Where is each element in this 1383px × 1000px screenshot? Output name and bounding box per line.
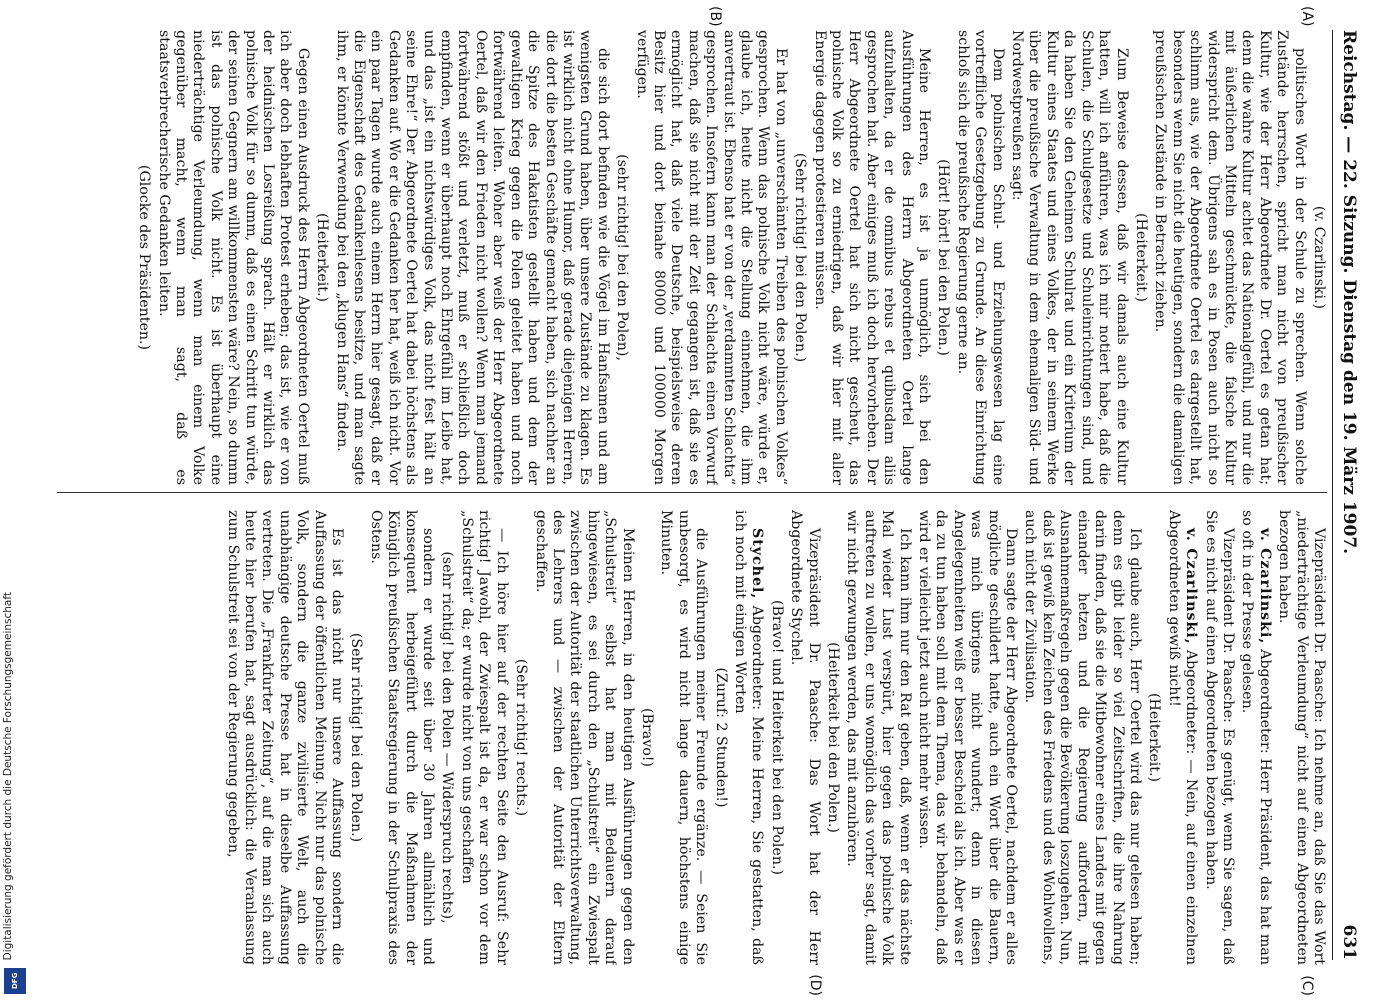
speaker-name: Stychel, <box>749 528 766 600</box>
stage-direction: (Heiterkeit.) <box>1132 213 1149 302</box>
left-column <box>57 30 1327 485</box>
speaker-text: Abgeordneter: Herr Präsident, das hat man so oft in der Presse gelesen. <box>1239 510 1273 965</box>
stage-direction: (Bravo! und Heiterkeit bei den Polen.) <box>768 599 785 876</box>
body-paragraph: Er hat von „unverschämten Treiben des polnischen Volkes“ gesprochen. Wenn das polnische Volk nicht wäre, würde er, glaube ich, heute nicht die Stellung einnehmen, die ihm anvertraut ist. Ebenso hat er von der „verdammten Schlachta“ gesprochen. Insofern kann man der Schlachta einen Vorwurf machen, daß sie nicht mit der Zeit gegangen ist, daß sie es ermöglicht hat, daß viele Deutsche, beispielsweise deren Besitz hier und dort beinahe 80000 und 100000 Morgen verfügen. <box>633 30 789 485</box>
column-divider <box>57 492 1327 493</box>
body-paragraph: Ich kann ihm nur den Rat geben, daß, wenn er das nächste Mal wieder Lust verspürt, hier gegen das polnische Volk auftreten zu wollen, er uns womöglich das vorher sagt, damit wir nicht gezwungen werden, das mit anzuhören. <box>844 510 913 965</box>
body-paragraph: Meinen Herren, in den heutigen Ausführungen gegen den „Schulstreit“ selbst hat man mit Bedauern darauf hingewiesen, es sei durch den „Schulstreit“ ein Zwiespalt zwischen der Autorität der staatlichen Unterrichtsverwaltung, des Lehrers und — zwischen der Autorität der Eltern geschaffen. <box>532 510 636 965</box>
stage-direction: (Sehr richtig! bei den Polen.) <box>348 632 365 843</box>
body-paragraph: — Ich höre hier auf der rechten Seite den Ausruf: Sehr richtig! Jawohl, der Zwiespalt ist da, er war schon vor dem „Schulstreit“ da; er wurde nicht von uns geschaffen <box>458 510 510 965</box>
margin-marker-d: (D) <box>807 974 823 996</box>
stage-direction: (sehr richtig! bei den Polen), <box>614 154 631 361</box>
stage-direction: (Sehr richtig! bei den Polen.) <box>792 152 809 363</box>
body-paragraph: die Ausführungen meiner Freunde ergänze. — Seien Sie unbesorgt, es wird nicht lange dauern, höchstens einige Minuten. <box>658 510 710 965</box>
stage-direction: (Sehr richtig! rechts.) <box>513 658 530 817</box>
speaker-text: Abgeordneter: Meine Herren, Sie gestatten, daß ich noch mit einigen Worten <box>732 510 766 965</box>
stage-direction: (sehr richtig! bei den Polen — Widerspruch rechts), <box>439 551 456 924</box>
body-paragraph: Meine Herren, es ist ja unmöglich, sich bei den Ausführungen des Herrn Abgeordneten Oertel lange aufzuhalten, da er de omnibus rebus et quibusdam aliis gesprochen hat. Aber einiges muß ich doch hervorheben. Der Herr Abgeordnete Oertel hat sich nicht gescheut, das polnische Volk so zu erniedrigen, daß wir hier mit aller Energie dagegen protestieren müssen. <box>811 30 933 485</box>
body-paragraph: Es ist das nicht nur unsere Auffassung sondern die Auffassung der öffentlichen Meinung. Nicht nur das polnische Volk, sondern die ganze zivilisierte Welt, auch die unabhängige deutsche Presse hat in dieselbe Auffassung vertreten. Die „Frankfurter Zeitung“, auf die man sich auch heute hier berufen hat, sagt ausdrücklich: die Veranlassung zum Schulstreit sei von der Regierung gegeben, <box>224 510 346 965</box>
body-paragraph: Vizepräsident Dr. Paasche: Das Wort hat der Herr Abgeordnete Stychel. <box>788 510 822 965</box>
margin-marker-b: (B) <box>707 6 723 27</box>
body-paragraph: sondern er wurde seit über 30 Jahren allmählich und konsequent herbeigeführt durch die Maßnahmen der Königlich preußischen Staatsregierung in der Schulpraxis des Ostens. <box>367 510 437 965</box>
right-column <box>57 510 1327 965</box>
body-paragraph: Ich glaube auch, Herr Oertel wird das nur gelesen haben; denn es gibt leider so viel Zeitschriften, die ihre Nahrung darin finden, daß sie die Mitbewohner eines Landes mit gegen einander hetzen und die Regierung auffordern, mit Ausnahmemaßregeln gegen die Bevölkerung loszugehen. Nun, daß ist gewiß kein Zeichen des Friedens und des Wohlwollens, auch nicht der Zivilisation. <box>1022 510 1143 965</box>
body-paragraph: politisches Wort in der Schule zu sprechen. Wenn solche Zustände herrschen, spricht man nicht von preußischer Kultur, wie der Herr Abgeordnete Dr. Oertel es getan hat; denn die wahre Kultur achtet das Nationalgefühl, und nur die mit äußerlichen Mitteln geschmückte, die falsche Kultur widerspricht dem. Übrigens sah es in Posen auch nicht so schlimm aus, wie der Abgeordnete Oertel es dargestellt hat, besonders wenn Sie nicht die heutigen, sondern die damaligen preußischen Zustände in Betracht ziehen. <box>1152 30 1308 485</box>
stage-direction: (Hört! hört! bei den Polen.) <box>935 159 952 356</box>
stage-direction: (Bravo!) <box>638 708 655 767</box>
stage-direction: (Heiterkeit.) <box>314 213 331 302</box>
margin-marker-c: (C) <box>1299 975 1315 996</box>
body-paragraph: die sich dort befinden wie die Vögel im Hanfsamen und am wenigsten Grund haben, über unsere Zustände zu klagen. Es ist wirklich nicht ohne Humor, daß gerade diejenigen Herren, die dort die besten Geschäfte gemacht haben, sich nachher an die Spitze des Hakatisten gestellt haben und dem der gewaltigen Krieg gegen die Polen geleitet haben und noch fortwährend leiten. Woher aber weiß der Herr Abgeordnete Oertel, daß wir den Frieden nicht wollen? Wenn man jemand fortwährend stößt und verletzt, muß er schließlich doch empfinden, wenn er überhaupt noch Ehrgefühl im Leibe hat, und das „ist ein nichtswürdiges Volk, das nicht fest hält an seine Ehre!“ Der Abgeordnete Oertel hat dabei höchstens als Gedanken auf. Wo er die Gedanken her hat, weiß ich nicht. Vor ein paar Tagen wurde auch einem Herrn hier gesagt, daß er die Eigenschaft des Gedankenlesens besitze, und man sagte ihm, er könnte Verwendung bei den „klugen Hans“ finden. <box>333 30 611 485</box>
stage-direction: (Heiterkeit bei den Polen.) <box>825 642 842 833</box>
dfg-credit-text: Digitalisierung gefördert durch die Deutsche Forschungsgemeinschaft <box>2 591 14 960</box>
stage-direction: (Glocke des Präsidenten.) <box>136 164 153 351</box>
stage-direction: (Zuruf: 2 Stunden!) <box>712 667 729 808</box>
body-paragraph: Dann sagte der Herr Abgeordnete Oertel, nachdem er alles mögliche geschildert hatte, auch ein Wort über die Bauern, was mich übrigens nicht wundert; denn in diesen Angelegenheiten weiß er besser Bescheid als ich. Aber was er da zu tun haben soll mit dem Thema, das wir behandeln, daß wird er vielleicht jetzt auch nicht mehr wissen. <box>916 510 1020 965</box>
digitization-sidebar <box>0 0 40 1000</box>
page-number: 631 <box>1339 924 1359 960</box>
margin-marker-a: (A) <box>1299 6 1315 27</box>
speaker-name: v. Czarlinski, <box>1256 528 1273 645</box>
running-title: Reichstag. — 22. Sitzung. Dienstag den 19. März 1907. <box>1339 30 1359 555</box>
body-paragraph: Zum Beweise dessen, daß wir damals auch eine Kultur hatten, will ich anführen, was ich mir notiert habe, daß die Schulen, die Schulgesetze und Schuleinrichtungen sind, und da haben Sie den Geheimen Schulrat und ein Kriterium der Kultur eines Staates und eines Volkes, der in seinem Werke über die preußische Verwaltung in dem ehemaligen Süd- und Nordwestpreußen sagt: <box>1009 30 1130 485</box>
dfg-logo: DFG <box>4 968 26 994</box>
speaker-text: Abgeordneter: — Nein, auf einen einzelnen Abgeordneten gewiß nicht! <box>1165 510 1200 965</box>
stage-direction: (Heiterkeit.) <box>1146 693 1163 782</box>
body-paragraph: Vizepräsident Dr. Paasche: Es genügt, wenn Sie sagen, daß Sie es nicht auf einen Abgeordneten bezogen haben. <box>1202 510 1236 965</box>
scanned-page <box>40 0 1383 1000</box>
body-paragraph: Vizepräsident Dr. Paasche: Ich nehme an, daß Sie das Wort „niederträchtige Verleumdung“ nicht auf einen Abgeordneten bezogen haben. <box>1276 510 1327 965</box>
page-header <box>1332 30 1365 960</box>
stage-direction: (v. Czarlinski.) <box>1311 205 1327 310</box>
body-paragraph: Dem polnischen Schul- und Erziehungswesen lag eine vortreffliche Gesetzgebung zu Grunde. An diese Einrichtung schloß sich die preußische Regierung gerne an. <box>954 30 1006 485</box>
speaker-name: v. Czarlinski, <box>1183 528 1200 645</box>
speaker-paragraph <box>1164 510 1199 965</box>
speaker-paragraph <box>1238 510 1273 965</box>
speaker-paragraph <box>731 510 766 965</box>
body-paragraph: Gegen einen Ausdruck des Herrn Abgeordneten Oertel muß ich aber doch lebhaften Protest erheben; das ist, wie er von der heidnischen Losreißung sprach. Hält er wirklich das polnische Volk für so dumm, daß es einen Schritt tun würde, der seinen Gegnern am willkommensten wäre? Nein, so dumm ist das polnische Volk nicht. Es ist überhaupt eine niederträchtige Verleumdung, wenn man einem Volke gegenüber macht, wenn man sagt, daß es staatsverbrecherische Gedanken leiten. <box>155 30 311 485</box>
